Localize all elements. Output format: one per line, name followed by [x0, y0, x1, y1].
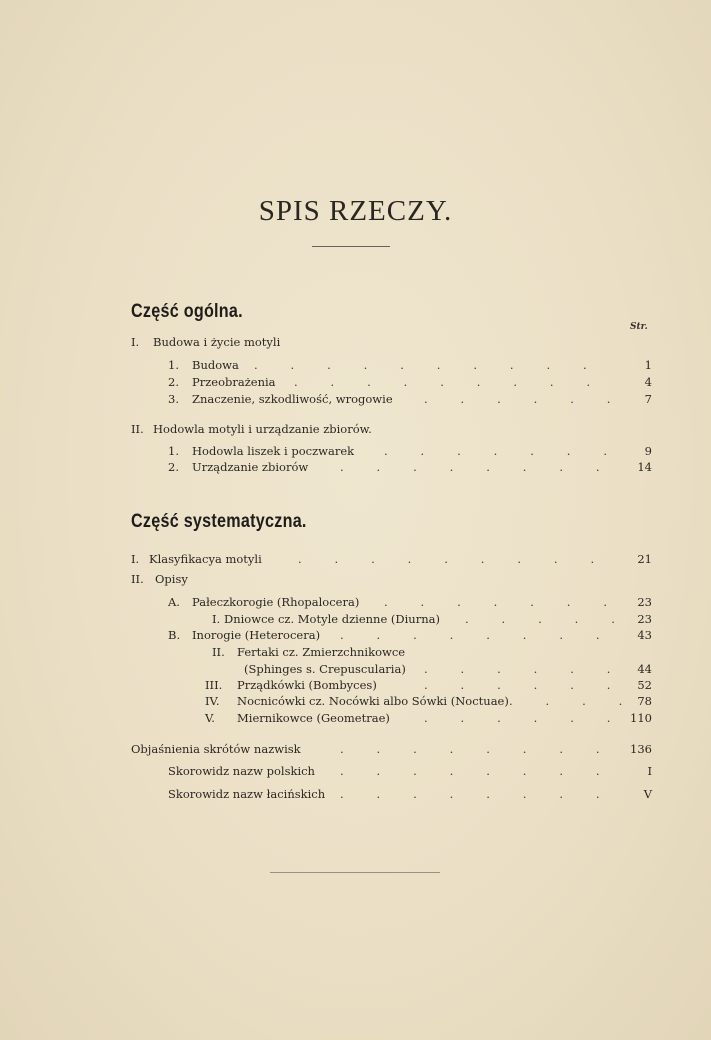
dot-leader: . . . . . . . .	[340, 742, 600, 756]
dot-leader: . . . . . . . . . .	[254, 358, 587, 372]
toc-entry	[0, 762, 711, 780]
toc-section-number: I.	[131, 335, 140, 349]
toc-page-number: 1	[644, 358, 652, 372]
dot-leader: . . . . . . .	[384, 444, 607, 458]
toc-entry	[0, 390, 711, 408]
toc-page-number: 44	[637, 662, 652, 676]
toc-entry-number: 3.	[168, 392, 179, 406]
toc-section-title: Budowa i życie motyli	[153, 335, 281, 349]
toc-entry-title: Skorowidz nazw polskich	[168, 764, 315, 778]
title-divider	[312, 246, 390, 247]
dot-leader: . . . . .	[465, 612, 615, 626]
toc-page-number: 78	[637, 694, 652, 708]
heading-general-part: Część ogólna.	[131, 301, 243, 322]
toc-page-number: 23	[637, 595, 652, 609]
toc-entry	[0, 373, 711, 391]
toc-entry-title: Urządzanie zbiorów	[192, 460, 309, 474]
toc-entry-title: Klasyfikacya motyli	[149, 552, 262, 566]
dot-leader: . . . . . .	[424, 392, 611, 406]
toc-section-number: II.	[131, 422, 144, 436]
dot-leader: . . . . . .	[424, 711, 611, 725]
toc-entry	[0, 550, 711, 568]
dot-leader: . . . . . . . . .	[298, 552, 595, 566]
toc-page-number: I	[647, 764, 652, 778]
toc-entry-number: I.	[212, 612, 221, 626]
dot-leader: . . . . . . .	[384, 595, 607, 609]
toc-entry-number: B.	[168, 628, 181, 642]
toc-entry-number: 2.	[168, 375, 179, 389]
toc-section-title: Opisy	[155, 572, 188, 586]
toc-section-title: Hodowla motyli i urządzanie zbiorów.	[153, 422, 372, 436]
toc-entry	[0, 593, 711, 611]
toc-entry	[0, 692, 711, 710]
toc-entry	[0, 709, 711, 727]
toc-entry-title: Inorogie (Heterocera)	[192, 628, 321, 642]
toc-entry-number: 1.	[168, 444, 179, 458]
toc-entry-number: A.	[168, 595, 180, 609]
heading-systematic-part: Część systematyczna.	[131, 511, 307, 532]
dot-leader: . . . . . .	[424, 662, 611, 676]
toc-page-number: V	[643, 787, 652, 801]
toc-entry-title: (Sphinges s. Crepuscularia)	[244, 662, 406, 676]
toc-entry-title: Fertaki cz. Zmierzchnikowce	[237, 645, 406, 659]
toc-section	[0, 570, 711, 588]
toc-page-number: 52	[637, 678, 652, 692]
toc-entry-title: Objaśnienia skrótów nazwisk	[131, 742, 301, 756]
toc-entry	[0, 785, 711, 803]
dot-leader: . . . . . . . . .	[294, 375, 591, 389]
toc-entry-number: IV.	[205, 694, 220, 708]
toc-section-number: II.	[131, 572, 144, 586]
toc-entry-title: Dniowce cz. Motyle dzienne (Diurna)	[224, 612, 440, 626]
page-column-label: Str.	[630, 322, 648, 332]
toc-page-number: 7	[644, 392, 652, 406]
toc-entry-title: Miernikowce (Geometrae)	[237, 711, 390, 725]
toc-page-number: 136	[630, 742, 652, 756]
toc-entry-number: II.	[212, 645, 225, 659]
toc-entry-number: 1.	[168, 358, 179, 372]
toc-page-number: 21	[637, 552, 652, 566]
toc-entry-title: Hodowla liszek i poczwarek	[192, 444, 355, 458]
toc-entry-title: Znaczenie, szkodliwość, wrogowie	[192, 392, 393, 406]
dot-leader: . . . . . . . .	[340, 764, 600, 778]
toc-section	[0, 333, 711, 351]
dot-leader: . . . . . .	[424, 678, 611, 692]
dot-leader: . . . . . . . .	[340, 460, 600, 474]
toc-page-number: 23	[637, 612, 652, 626]
dot-leader: . . . . . . . .	[340, 628, 600, 642]
toc-entry	[0, 643, 711, 661]
toc-entry-title: Przeobrażenia	[192, 375, 276, 389]
toc-entry	[0, 458, 711, 476]
toc-entry-number: V.	[205, 711, 215, 725]
toc-entry	[0, 356, 711, 374]
dot-leader: . . . . . . . .	[340, 787, 600, 801]
toc-entry-number: 2.	[168, 460, 179, 474]
toc-entry-title: Skorowidz nazw łacińskich	[168, 787, 326, 801]
toc-entry	[0, 626, 711, 644]
bottom-divider	[270, 872, 440, 873]
dot-leader: . . . .	[509, 694, 623, 708]
toc-entry-number: I.	[131, 552, 140, 566]
toc-entry	[0, 740, 711, 758]
toc-page-number: 4	[644, 375, 652, 389]
toc-entry-title: Prządkówki (Bombyces)	[237, 678, 377, 692]
toc-page-number: 14	[637, 460, 652, 474]
toc-entry-title: Nocnicówki cz. Nocówki albo Sówki (Noctuae)	[237, 694, 509, 708]
toc-section	[0, 420, 711, 438]
toc-page-number: 43	[637, 628, 652, 642]
page-title: SPIS RZECZY.	[258, 195, 453, 227]
toc-entry-number: III.	[205, 678, 223, 692]
toc-page-number: 9	[644, 444, 652, 458]
toc-page-number: 110	[630, 711, 652, 725]
toc-entry-title: Pałeczkorogie (Rhopalocera)	[192, 595, 360, 609]
toc-entry-title: Budowa	[192, 358, 239, 372]
